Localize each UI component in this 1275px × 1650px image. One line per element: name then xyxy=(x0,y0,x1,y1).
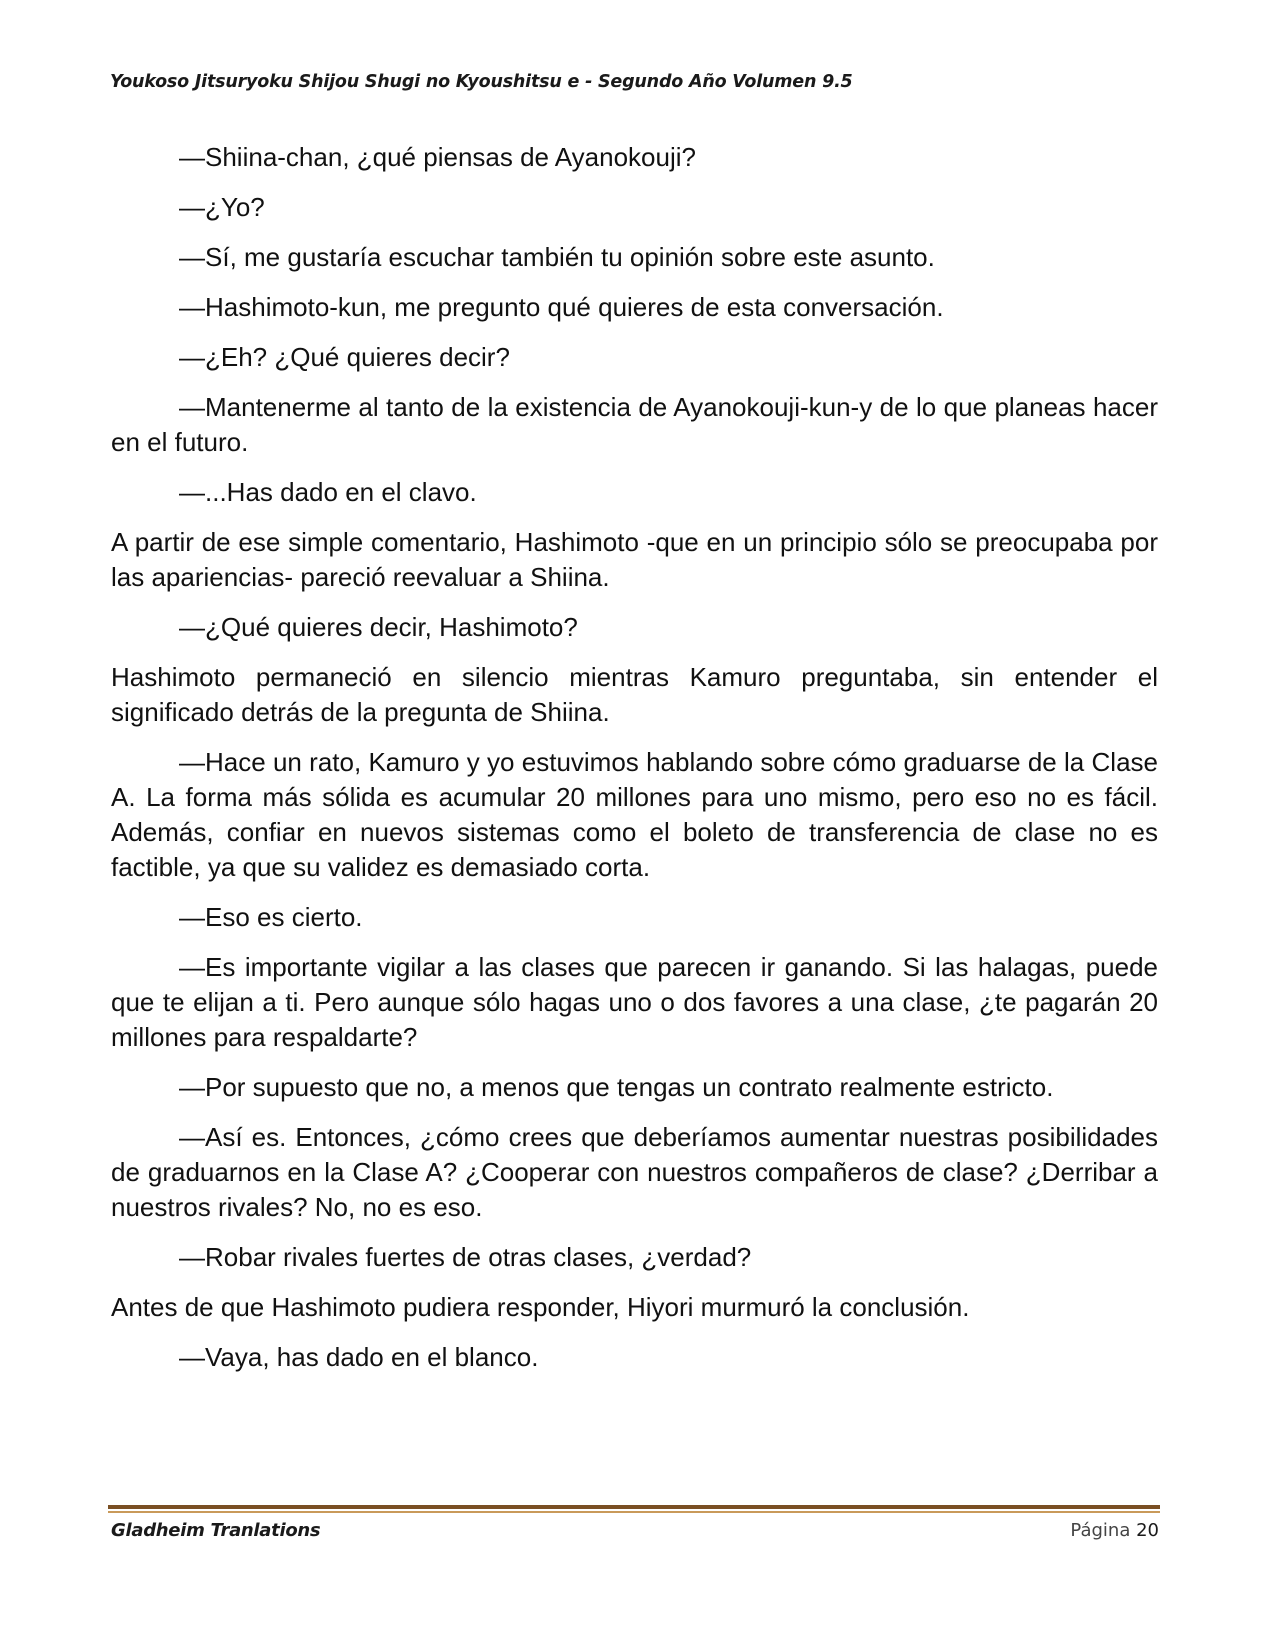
paragraph: Antes de que Hashimoto pudiera responder, Hiyori murmuró la conclusión. xyxy=(111,1292,970,1322)
paragraph: —¿Yo? xyxy=(179,192,265,222)
paragraph: —Hace un rato, Kamuro y yo estuvimos hablando sobre cómo graduarse de la Clase A. La forma más sólida es acumular 20 millones para uno mismo, pero eso no es fácil. Además, confiar en nuevos sistemas como el boleto de transferencia de clase no es factible, ya que su validez es demasiado corta. xyxy=(111,747,1158,882)
page-number: 20 xyxy=(1136,1520,1159,1541)
page-label: Página xyxy=(1070,1520,1131,1541)
paragraph: A partir de ese simple comentario, Hashimoto -que en un principio sólo se preocupaba por las apariencias- pareció reevaluar a Shiina. xyxy=(111,527,1158,592)
page-header-title: Youkoso Jitsuryoku Shijou Shugi no Kyoushitsu e - Segundo Año Volumen 9.5 xyxy=(110,72,853,92)
paragraph: —¿Eh? ¿Qué quieres decir? xyxy=(179,342,510,372)
footer-publisher: Gladheim Tranlations xyxy=(111,1520,321,1541)
paragraph: —Por supuesto que no, a menos que tengas un contrato realmente estricto. xyxy=(179,1072,1054,1102)
page-body xyxy=(111,140,1158,1390)
paragraph: —Es importante vigilar a las clases que parecen ir ganando. Si las halagas, puede que te elijan a ti. Pero aunque sólo hagas uno o dos favores a una clase, ¿te pagarán 20 millones para respaldarte? xyxy=(111,952,1158,1052)
paragraph: —¿Qué quieres decir, Hashimoto? xyxy=(179,612,578,642)
paragraph: —Shiina-chan, ¿qué piensas de Ayanokouji? xyxy=(179,142,696,172)
paragraph: —Así es. Entonces, ¿cómo crees que deberíamos aumentar nuestras posibilidades de graduarnos en la Clase A? ¿Cooperar con nuestros compañeros de clase? ¿Derribar a nuestros rivales? No, no es eso. xyxy=(111,1122,1158,1222)
paragraph: —Robar rivales fuertes de otras clases, ¿verdad? xyxy=(179,1242,752,1272)
footer-divider-accent xyxy=(108,1511,1160,1513)
paragraph: —Vaya, has dado en el blanco. xyxy=(179,1342,539,1372)
paragraph: —Mantenerme al tanto de la existencia de Ayanokouji-kun-y de lo que planeas hacer en el futuro. xyxy=(111,392,1158,457)
paragraph: —Sí, me gustaría escuchar también tu opinión sobre este asunto. xyxy=(179,242,935,272)
paragraph: Hashimoto permaneció en silencio mientras Kamuro preguntaba, sin entender el significado detrás de la pregunta de Shiina. xyxy=(111,662,1158,727)
page-number-block xyxy=(1070,1520,1159,1541)
footer-divider xyxy=(108,1505,1160,1509)
paragraph: —Hashimoto-kun, me pregunto qué quieres de esta conversación. xyxy=(179,292,944,322)
paragraph: —Eso es cierto. xyxy=(179,902,363,932)
paragraph: —...Has dado en el clavo. xyxy=(179,477,477,507)
